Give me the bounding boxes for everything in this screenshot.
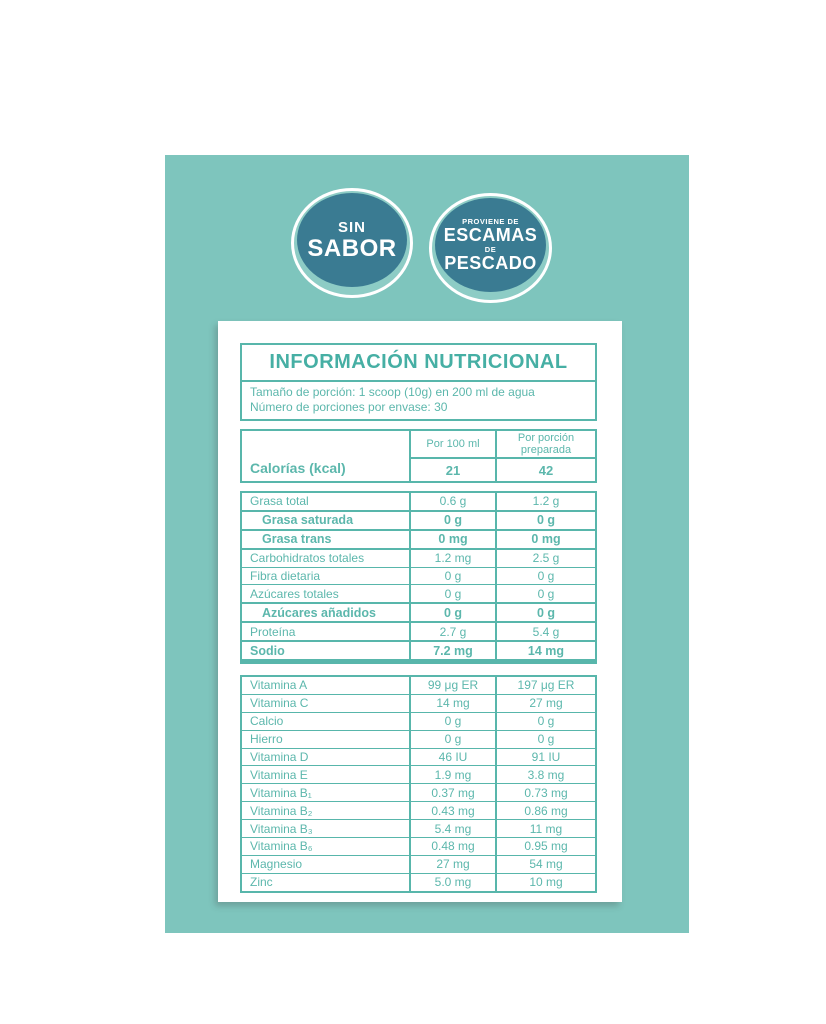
- nutrient-label: Vitamina B₁: [242, 784, 411, 801]
- panel-title: INFORMACIÓN NUTRICIONAL: [242, 345, 595, 382]
- nutrient-row: [242, 855, 595, 873]
- value-per-portion: 10 mg: [529, 875, 563, 890]
- calories-block: [240, 429, 597, 483]
- value-per-100ml: 1.2 mg: [411, 550, 497, 567]
- calories-per-portion: 42: [538, 462, 554, 478]
- nutrient-row: [242, 621, 595, 640]
- nutrient-label: Vitamina B₃: [242, 820, 411, 837]
- value-per-portion: 91 IU: [531, 750, 561, 765]
- nutrient-label: Vitamina B₂: [242, 802, 411, 819]
- source-badge-line3: DE: [484, 245, 497, 254]
- nutrient-label: Sodio: [242, 642, 411, 659]
- value-per-100ml: 0.6 g: [411, 493, 497, 510]
- nutrient-row: [242, 493, 595, 510]
- value-per-100ml: 14 mg: [411, 695, 497, 712]
- nutrition-facts-panel: [218, 321, 622, 902]
- product-label-background: [165, 155, 689, 933]
- nutrient-label: Carbohidratos totales: [242, 550, 411, 567]
- source-badge: [429, 193, 552, 303]
- nutrient-label: Vitamina E: [242, 766, 411, 783]
- nutrient-label: Proteína: [242, 623, 411, 640]
- nutrient-label: Vitamina C: [242, 695, 411, 712]
- nutrient-row: [242, 510, 595, 529]
- value-per-portion: 0 mg: [531, 532, 561, 547]
- value-per-100ml: 27 mg: [411, 856, 497, 873]
- calories-per-100ml: 21: [411, 459, 497, 481]
- value-per-portion: 54 mg: [529, 857, 563, 872]
- value-per-100ml: 1.9 mg: [411, 766, 497, 783]
- nutrient-row: [242, 801, 595, 819]
- value-per-100ml: 99 μg ER: [411, 677, 497, 694]
- value-per-100ml: 0 g: [411, 585, 497, 602]
- value-per-portion: 2.5 g: [532, 551, 560, 566]
- value-per-portion: 11 mg: [529, 821, 563, 836]
- serving-size-text: Tamaño de porción: 1 scoop (10g) en 200 ml de agua: [250, 385, 535, 399]
- nutrient-row: [242, 837, 595, 855]
- value-per-100ml: 5.4 mg: [411, 820, 497, 837]
- value-per-100ml: 0 g: [411, 713, 497, 730]
- column-header-per-100ml: Por 100 ml: [411, 431, 497, 457]
- calories-label: Calorías (kcal): [242, 431, 411, 481]
- value-per-100ml: 5.0 mg: [411, 874, 497, 891]
- source-badge-line2: ESCAMAS: [443, 225, 538, 245]
- value-per-100ml: 0.37 mg: [411, 784, 497, 801]
- value-per-100ml: 2.7 g: [411, 623, 497, 640]
- value-per-portion: 0 g: [537, 569, 555, 583]
- value-per-portion: 0.73 mg: [524, 785, 568, 800]
- value-per-portion: 27 mg: [529, 696, 563, 711]
- value-per-portion: 3.8 mg: [527, 767, 565, 782]
- nutrient-label: Azúcares totales: [242, 585, 411, 602]
- value-per-portion: 0.86 mg: [524, 803, 568, 818]
- value-per-portion: 0 g: [537, 586, 555, 601]
- nutrient-row: [242, 694, 595, 712]
- micronutrient-table: [240, 675, 597, 893]
- flavor-badge: [291, 188, 413, 298]
- value-per-100ml: 0 mg: [411, 531, 497, 548]
- nutrient-row: [242, 548, 595, 567]
- value-per-portion: 0.95 mg: [524, 839, 568, 854]
- value-per-portion: 5.4 g: [532, 624, 560, 639]
- macronutrient-table: [240, 491, 597, 664]
- value-per-portion: 14 mg: [527, 643, 565, 658]
- nutrient-row: [242, 602, 595, 621]
- flavor-badge-line2: SABOR: [307, 235, 397, 262]
- nutrient-label: Grasa trans: [242, 531, 411, 548]
- value-per-portion: 0 g: [536, 513, 556, 528]
- nutrient-row: [242, 783, 595, 801]
- nutrient-row: [242, 529, 595, 548]
- value-per-portion: 197 μg ER: [517, 678, 575, 693]
- source-badge-line4: PESCADO: [444, 253, 537, 273]
- nutrient-row: [242, 730, 595, 748]
- nutrient-row: [242, 765, 595, 783]
- servings-per-container-text: Número de porciones por envase: 30: [250, 400, 448, 414]
- nutrient-row: [242, 677, 595, 694]
- value-per-100ml: 0 g: [411, 731, 497, 748]
- nutrient-label: Calcio: [242, 713, 411, 730]
- nutrient-row: [242, 873, 595, 891]
- nutrient-label: Magnesio: [242, 856, 411, 873]
- nutrient-label: Vitamina D: [242, 749, 411, 766]
- value-per-100ml: 0.43 mg: [411, 802, 497, 819]
- value-per-portion: 0 g: [537, 714, 555, 729]
- nutrient-label: Vitamina B₆: [242, 838, 411, 855]
- nutrient-row: [242, 584, 595, 602]
- column-header-per-portion: Por porción preparada: [517, 432, 575, 456]
- value-per-100ml: 0 g: [411, 568, 497, 585]
- nutrient-label: Hierro: [242, 731, 411, 748]
- value-per-portion: 0 g: [537, 732, 555, 747]
- value-per-100ml: 7.2 mg: [411, 642, 497, 659]
- value-per-100ml: 0.48 mg: [411, 838, 497, 855]
- source-badge-disc: [435, 198, 546, 292]
- value-per-portion: 0 g: [536, 605, 556, 620]
- value-per-100ml: 0 g: [411, 604, 497, 621]
- nutrient-row: [242, 712, 595, 730]
- nutrient-label: Azúcares añadidos: [242, 604, 411, 621]
- nutrient-row: [242, 567, 595, 585]
- nutrient-label: Grasa saturada: [242, 512, 411, 529]
- flavor-badge-line1: SIN: [337, 219, 366, 236]
- source-badge-line1: PROVIENE DE: [462, 217, 519, 226]
- nutrient-label: Vitamina A: [242, 677, 411, 694]
- nutrient-row: [242, 748, 595, 766]
- nutrient-label: Fibra dietaria: [242, 568, 411, 585]
- nutrient-row: [242, 640, 595, 659]
- value-per-portion: 1.2 g: [532, 494, 560, 509]
- nutrient-row: [242, 819, 595, 837]
- flavor-badge-disc: [297, 193, 407, 287]
- value-per-100ml: 0 g: [411, 512, 497, 529]
- nutrient-label: Zinc: [242, 874, 411, 891]
- value-per-100ml: 46 IU: [411, 749, 497, 766]
- nutrient-label: Grasa total: [242, 493, 411, 510]
